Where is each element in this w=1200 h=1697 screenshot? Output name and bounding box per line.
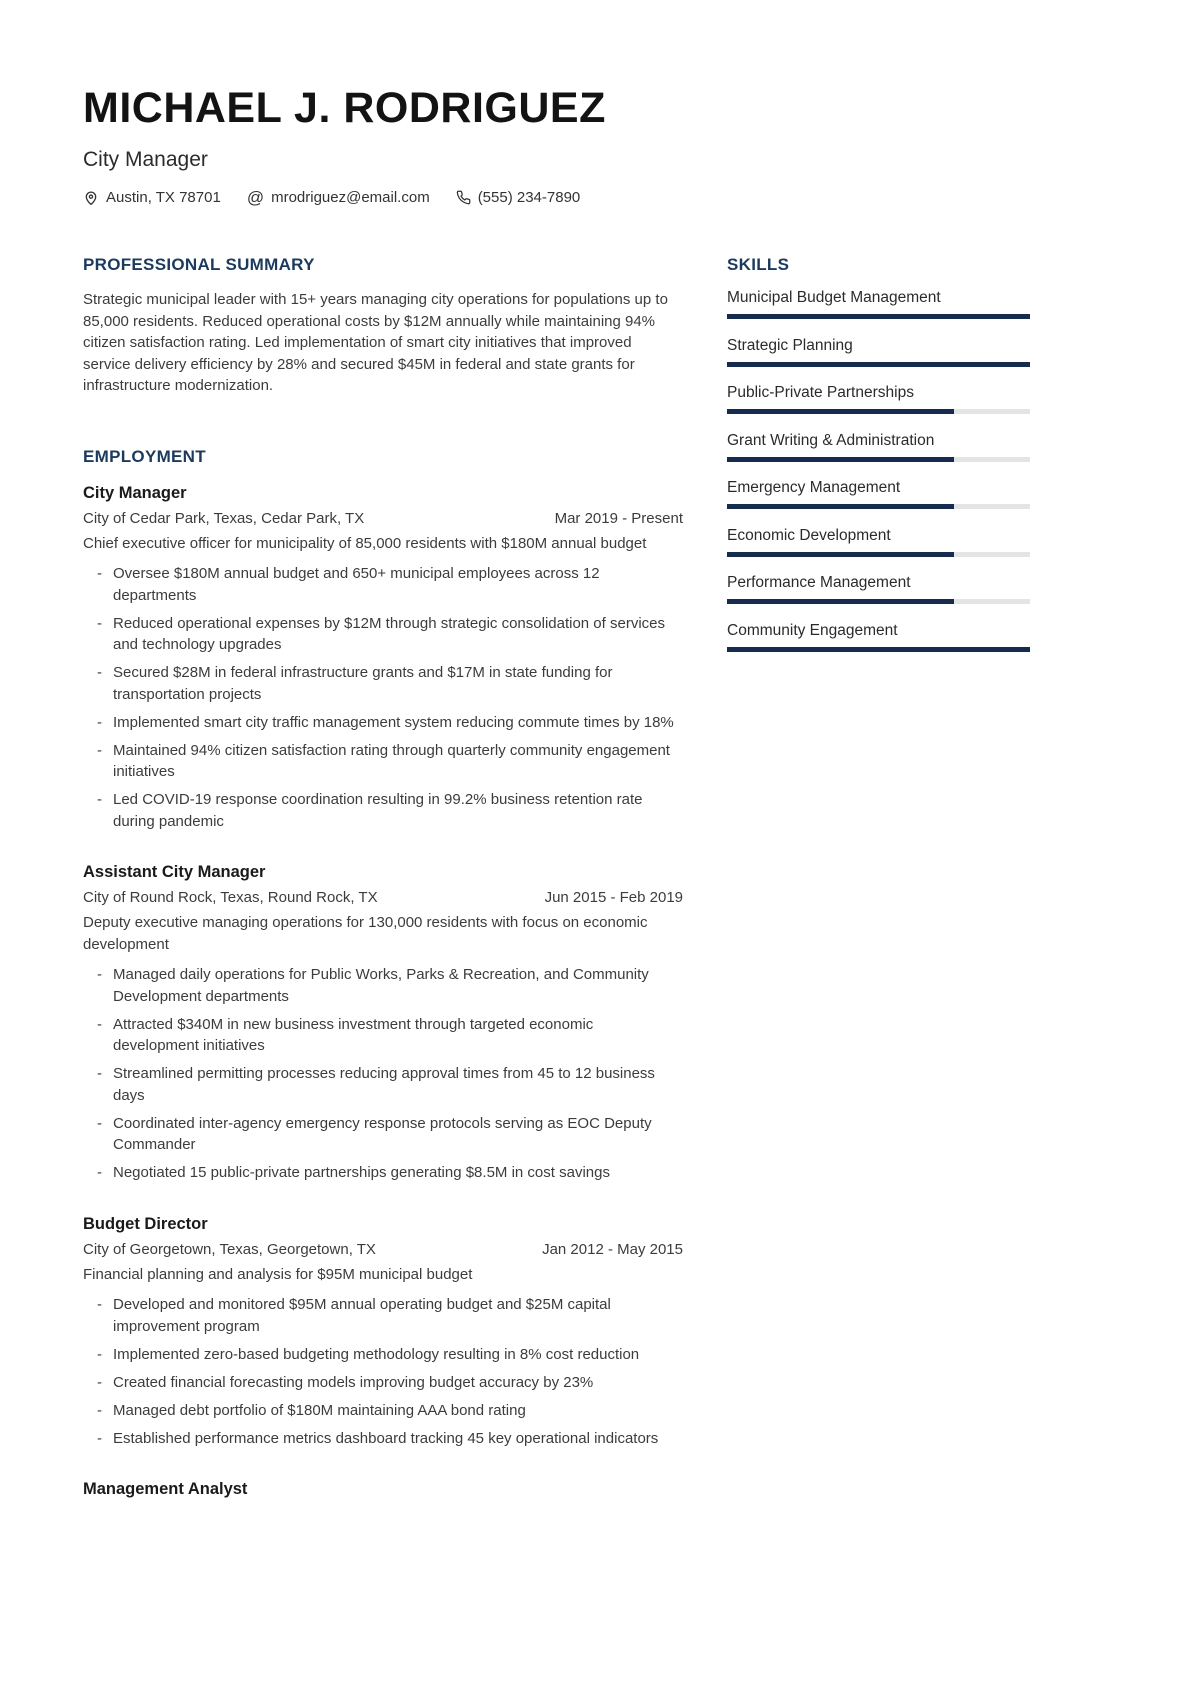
right-column [727,255,1030,1506]
skill-label: Performance Management [727,574,911,592]
skill-bar [727,457,1030,462]
summary-text: Strategic municipal leader with 15+ years managing city operations for populations up to 85,000 residents. Reduced operational costs by $12M annually while maintaining 94% citizen satisfaction rating. Led implementation of smart city initiatives that improved service delivery efficiency by 28% and secured $45M in federal and state grants for infrastructure modernization. [83,291,668,395]
phone-icon [456,190,471,205]
resume-name: MICHAEL J. RODRIGUEZ [83,84,606,132]
skill-bar-fill [727,647,1030,652]
job-bullets [83,1294,683,1449]
contact-phone-text: (555) 234-7890 [477,189,581,207]
resume-title: City Manager [83,148,208,172]
job-title: Budget Director [83,1214,208,1233]
employment-dates: Jan 2012 - May 2015 [542,1240,683,1258]
skill-bar [727,409,1030,414]
skill-item [727,384,1030,414]
skills-section [727,255,1030,652]
skill-item [727,432,1030,462]
skill-bar-fill [727,457,954,462]
skill-label: Municipal Budget Management [727,289,941,307]
job-entry [83,1480,683,1499]
skill-bar [727,504,1030,509]
job-meta [83,1241,683,1258]
skill-bar [727,314,1030,319]
bullet-item: - Established performance metrics dashboard tracking 45 key operational indicators [83,1428,683,1450]
contact-location [83,189,221,206]
company-name: City of Georgetown, Texas, Georgetown, TX [83,1240,376,1258]
contact-email-text: mrodriguez@email.com [271,189,430,207]
skill-item [727,622,1030,652]
job-entry [83,484,683,833]
summary-heading: PROFESSIONAL SUMMARY [83,255,315,275]
skill-item [727,574,1030,604]
content-columns [83,255,947,1506]
job-meta [83,889,683,906]
job-bullets [83,964,683,1184]
skill-bar-fill [727,599,954,604]
job-entry [83,863,683,1184]
job-title: City Manager [83,483,187,502]
contact-email [247,189,430,206]
skill-label: Community Engagement [727,621,898,639]
bullet-item: - Oversee $180M annual budget and 650+ municipal employees across 12 departments [83,563,683,606]
job-title: Assistant City Manager [83,863,266,882]
bullet-item: - Negotiated 15 public-private partnerships generating $8.5M in cost savings [83,1162,683,1184]
skill-item [727,337,1030,367]
bullet-item: - Implemented smart city traffic management system reducing commute times by 18% [83,712,683,734]
skill-item [727,479,1030,509]
skill-bar [727,362,1030,367]
bullet-item: - Managed daily operations for Public Works, Parks & Recreation, and Community Development departments [83,964,683,1007]
skill-bar [727,599,1030,604]
skills-heading: SKILLS [727,255,790,275]
skill-bar-fill [727,362,1030,367]
employment-heading: EMPLOYMENT [83,446,206,466]
skill-label: Grant Writing & Administration [727,431,935,449]
bullet-item: - Developed and monitored $95M annual operating budget and $25M capital improvement program [83,1294,683,1337]
bullet-item: - Secured $28M in federal infrastructure grants and $17M in state funding for transportation projects [83,662,683,705]
job-description: Financial planning and analysis for $95M municipal budget [83,1265,473,1283]
resume-header [83,86,947,206]
bullet-item: - Created financial forecasting models improving budget accuracy by 23% [83,1372,683,1394]
skill-bar-fill [727,504,954,509]
bullet-item: - Reduced operational expenses by $12M through strategic consolidation of services and technology upgrades [83,613,683,656]
left-column [83,255,683,1506]
job-meta [83,510,683,527]
job-title: Management Analyst [83,1480,248,1499]
bullet-item: - Implemented zero-based budgeting methodology resulting in 8% cost reduction [83,1344,683,1366]
map-pin-icon [83,190,99,206]
bullet-item: - Led COVID-19 response coordination resulting in 99.2% business retention rate during pandemic [83,789,683,832]
company-name: City of Cedar Park, Texas, Cedar Park, TX [83,509,365,527]
skill-label: Strategic Planning [727,336,853,354]
bullet-item: - Managed debt portfolio of $180M maintaining AAA bond rating [83,1400,683,1422]
employment-section [83,447,683,1500]
bullet-item: - Streamlined permitting processes reducing approval times from 45 to 12 business days [83,1063,683,1106]
skill-bar [727,647,1030,652]
bullet-item: - Maintained 94% citizen satisfaction rating through quarterly community engagement initiatives [83,740,683,783]
job-entry [83,1215,683,1450]
employment-dates: Mar 2019 - Present [554,509,683,527]
skill-item [727,289,1030,319]
bullet-item: - Attracted $340M in new business investment through targeted economic development initiatives [83,1014,683,1057]
job-description: Chief executive officer for municipality of 85,000 residents with $180M annual budget [83,534,647,552]
skill-bar-fill [727,409,954,414]
skill-item [727,527,1030,557]
bullet-item: - Coordinated inter-agency emergency response protocols serving as EOC Deputy Commander [83,1113,683,1156]
skill-label: Economic Development [727,526,891,544]
skill-label: Emergency Management [727,479,901,497]
skill-label: Public-Private Partnerships [727,384,914,402]
employment-dates: Jun 2015 - Feb 2019 [544,889,683,907]
skill-bar-fill [727,552,954,557]
summary-section [83,255,683,397]
company-name: City of Round Rock, Texas, Round Rock, TX [83,889,378,907]
skill-bar-fill [727,314,1030,319]
skill-bar [727,552,1030,557]
contact-phone [456,189,581,206]
contact-row [83,189,947,206]
job-description: Deputy executive managing operations for 130,000 residents with focus on economic development [83,914,648,953]
contact-location-text: Austin, TX 78701 [106,189,221,207]
at-sign-icon: @ [246,188,265,208]
job-bullets [83,563,683,832]
